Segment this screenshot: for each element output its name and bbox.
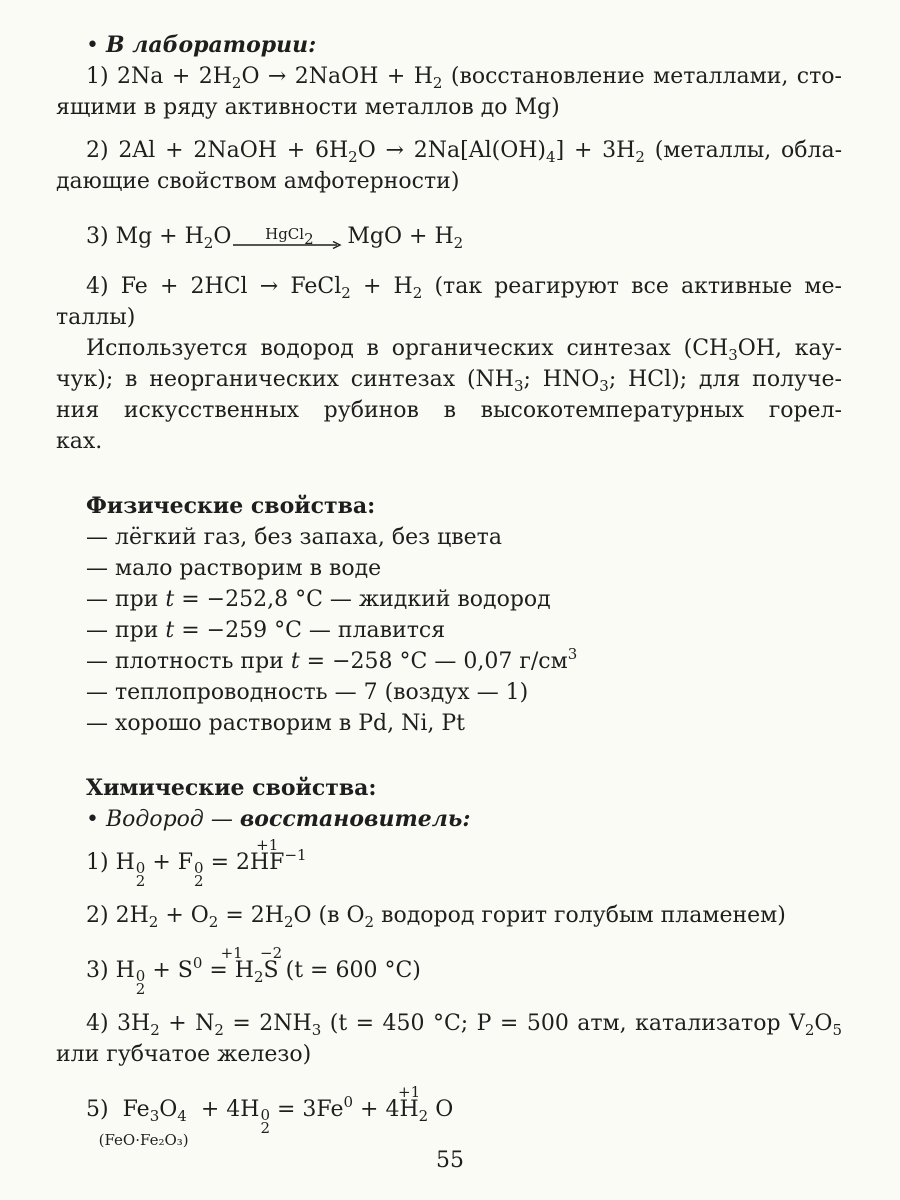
magnetite-formula: (FeO·Fe₂O₃) bbox=[98, 1131, 189, 1149]
physical-item: — теплопроводность — 7 (воздух — 1) bbox=[86, 680, 529, 705]
chem-reaction-5: 5) $Fe_3O_4$ (FeO·Fe₂O₃) + 4H 0 2 = $3Fe^0 + 4$ +1 $H_2$ O bbox=[56, 1082, 842, 1135]
lab-reaction-1-cont: ящими в ряду активности металлов до Mg) bbox=[56, 95, 560, 120]
chem-reaction-4: 4) $3H_2 + N_2 = 2NH_3$ (t = 450 °C; P = 500 атм, катализатор $V_2O_5$ bbox=[86, 1011, 843, 1039]
chemical-title: Химические свойства: bbox=[86, 775, 377, 801]
chem-reaction-3: 3) H 0 2 + $S^0$ +1 = $H_2$ −2 S (t = 600 °C) bbox=[86, 944, 421, 998]
usage-line-3: ния искусственных рубинов в высокотемпературных горел- bbox=[56, 398, 842, 423]
chem-reaction-2: 2) $2H_2 + O_2 = 2H_2O$ (в $O_2$ водород горит голубым пламенем) bbox=[86, 903, 786, 931]
physical-item: — хорошо растворим в Pd, Ni, Pt bbox=[86, 711, 466, 736]
chem-reaction-4-cont: или губчатое железо) bbox=[56, 1042, 312, 1067]
physical-title: Физические свойства: bbox=[86, 493, 376, 519]
lab-reaction-4: 4) Fe + 2HCl → FeCl$_2$ + $H_2$ (так реагируют все активные ме- bbox=[86, 274, 842, 302]
lab-reaction-2-cont: дающие свойством амфотерности) bbox=[56, 169, 460, 194]
physical-item: — при t = −259 °C — плавится bbox=[86, 618, 446, 643]
lab-reaction-2: 2) 2Al + 2NaOH + $6H_2O \to 2Na[Al(OH)_4] + 3H_2$ (металлы, обла- bbox=[86, 138, 843, 166]
physical-item: — плотность при t = −258 °C — 0,07 $г/см^3$ bbox=[86, 645, 578, 674]
physical-item: — при t = −252,8 °C — жидкий водород bbox=[86, 587, 551, 612]
chem-reaction-1: 1) H 0 2 + F 0 2 = 2 +1 $HF^{-1}$ bbox=[86, 836, 307, 890]
chemical-bullet: • Водород — восстановитель: bbox=[86, 806, 471, 832]
lab-title: В лаборатории: bbox=[105, 32, 317, 58]
catalyst-arrow: HgCl2 bbox=[233, 227, 345, 249]
usage-line-4: ках. bbox=[56, 429, 103, 454]
lab-reaction-1: 1) $2Na + 2H_2O$ → 2NaOH + $H_2$ (восстановление металлами, сто- bbox=[86, 64, 842, 92]
physical-item: — лёгкий газ, без запаха, без цвета bbox=[86, 525, 502, 550]
lab-reaction-3: 3) $Mg + H_2O$ HgCl2 MgO + $H_2$ bbox=[86, 224, 464, 252]
physical-item: — мало растворим в воде bbox=[86, 556, 382, 581]
usage-line-2: чук); в неорганических синтезах ($NH_3$; $HNO_3$; HCl); для получе- bbox=[56, 367, 842, 395]
page-number: 55 bbox=[436, 1148, 464, 1173]
usage-line-1: Используется водород в органических синтезах ($CH_3OH$, кау- bbox=[86, 336, 842, 364]
lab-reaction-4-cont: таллы) bbox=[56, 305, 136, 330]
lab-heading: • В лаборатории: bbox=[86, 32, 317, 58]
